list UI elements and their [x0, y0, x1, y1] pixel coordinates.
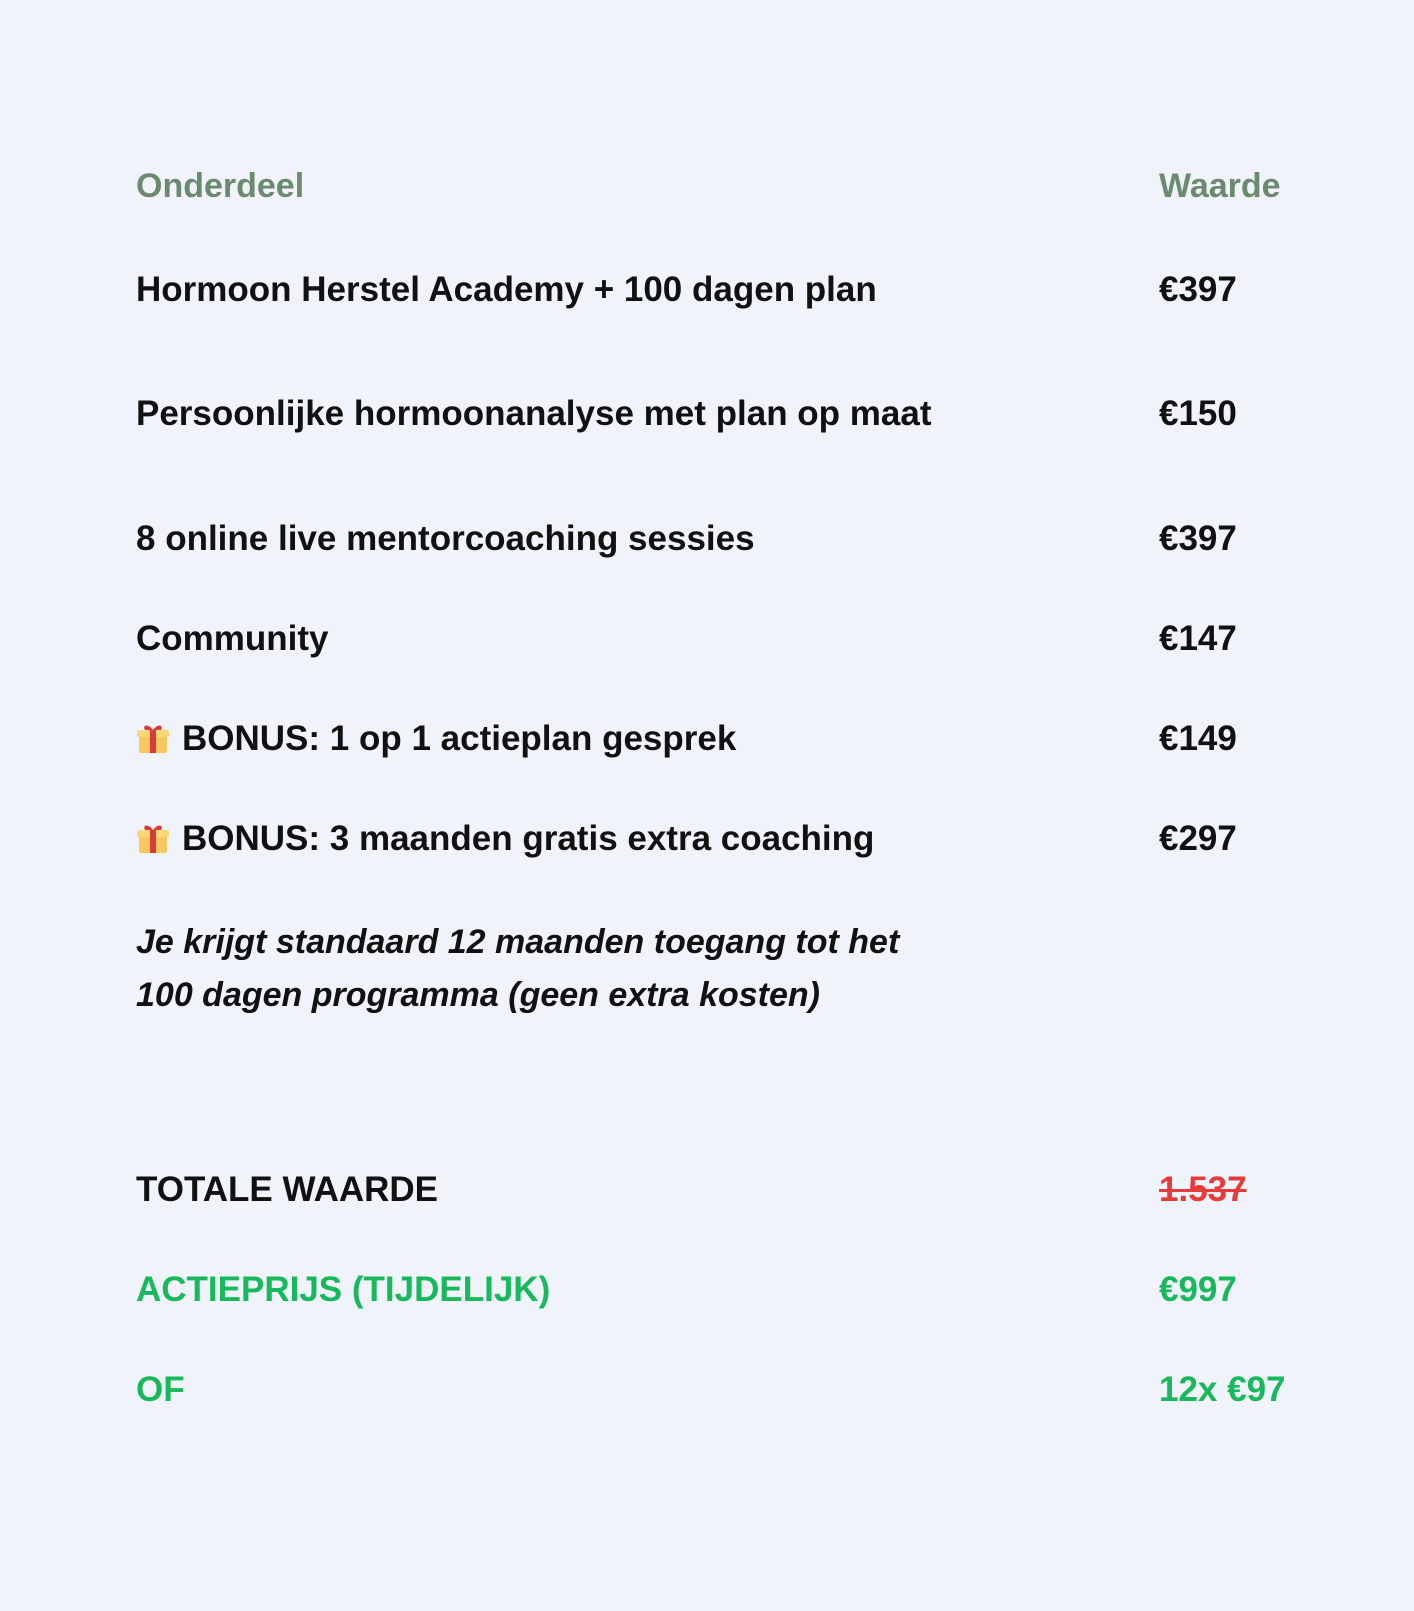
bonus-label: BONUS: 3 maanden gratis extra coaching [182, 819, 875, 858]
gift-icon [136, 821, 170, 855]
row-label-with-icon [136, 819, 874, 859]
header-onderdeel: Onderdeel [136, 167, 305, 205]
row-label: Persoonlijke hormoonanalyse met plan op maat [136, 394, 932, 433]
access-note-line1: Je krijgt standaard 12 maanden toegang tot het [136, 923, 900, 961]
row-label: 8 online live mentorcoaching sessies [136, 519, 755, 558]
total-value-strikethrough: 1.537 [1159, 1170, 1247, 1209]
action-price-label: ACTIEPRIJS (TIJDELIJK) [136, 1270, 551, 1309]
installment-value: 12x €97 [1159, 1370, 1286, 1409]
action-price-value: €997 [1159, 1270, 1237, 1309]
access-note-line2: 100 dagen programma (geen extra kosten) [136, 976, 821, 1014]
row-value: €397 [1159, 270, 1237, 309]
gift-icon [136, 721, 170, 755]
total-label: TOTALE WAARDE [136, 1170, 439, 1209]
row-label: Community [136, 619, 329, 658]
row-value: €147 [1159, 619, 1237, 658]
row-label-with-icon [136, 719, 736, 759]
row-value: €150 [1159, 394, 1237, 433]
header-waarde: Waarde [1159, 167, 1281, 205]
row-value: €149 [1159, 719, 1237, 758]
row-label: Hormoon Herstel Academy + 100 dagen plan [136, 270, 877, 309]
row-value: €397 [1159, 519, 1237, 558]
bonus-label: BONUS: 1 op 1 actieplan gesprek [182, 719, 737, 758]
row-value: €297 [1159, 819, 1237, 858]
access-note [136, 916, 976, 1022]
installment-label: OF [136, 1370, 185, 1409]
